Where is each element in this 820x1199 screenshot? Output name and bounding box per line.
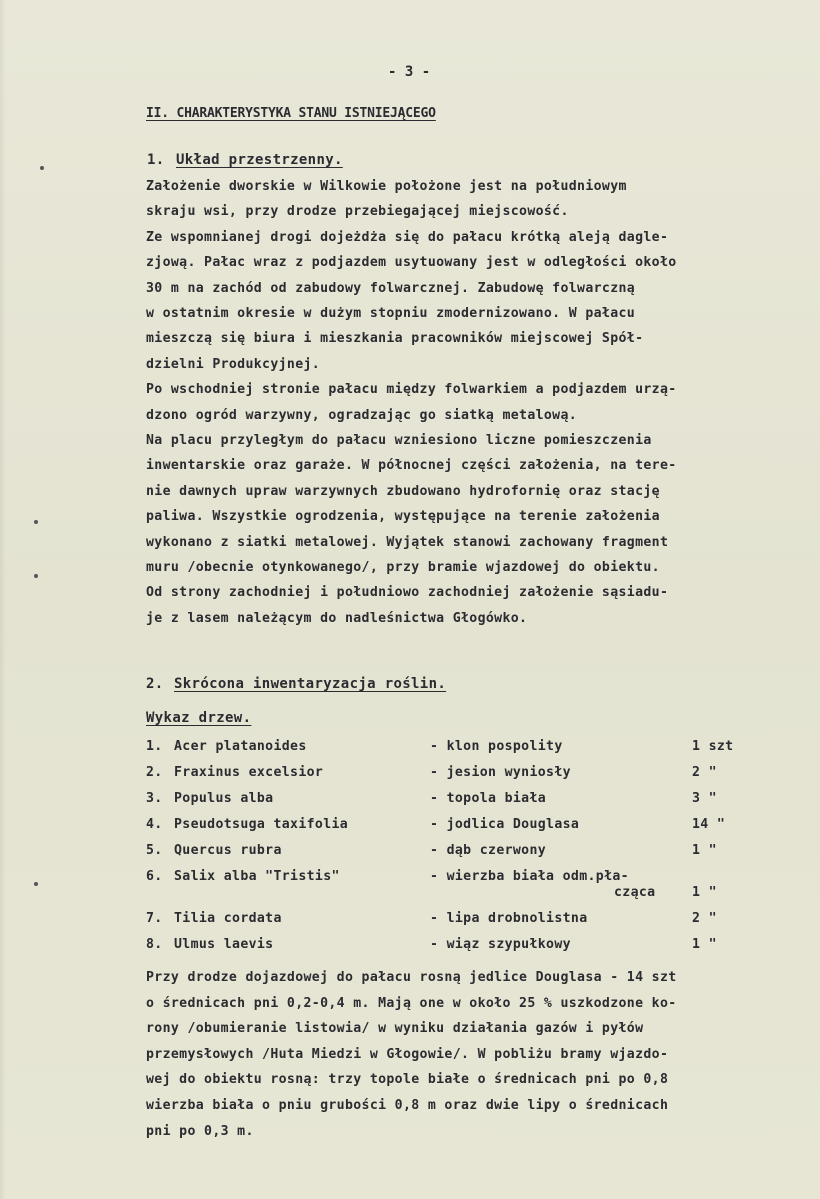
subsection-2-title: Skrócona inwentaryzacja roślin. [174, 676, 447, 692]
tree-latin-name: Tilia cordata [174, 911, 282, 926]
paragraph-line: Po wschodniej stronie pałacu między folwarkiem a podjazdem urzą- [146, 382, 677, 398]
section-heading: II. CHARAKTERYSTYKA STANU ISTNIEJĄCEGO [146, 106, 436, 121]
paragraph-line: paliwa. Wszystkie ogrodzenia, występujące na terenie założenia [146, 509, 660, 525]
tree-polish-name: - jodlica Douglasa [430, 817, 580, 832]
tree-polish-name: - lipa drobnolistna [430, 911, 588, 926]
paragraph-line: przemysłowych /Huta Miedzi w Głogowie/. W pobliżu bramy wjazdo- [146, 1046, 669, 1062]
tree-latin-name: Acer platanoides [174, 739, 307, 754]
tree-list-heading: Wykaz drzew. [146, 710, 252, 726]
paragraph-line: je z lasem należącym do nadleśnictwa Głogówko. [146, 610, 528, 626]
tree-latin-name: Quercus rubra [174, 843, 282, 858]
tree-number: 1. [146, 739, 163, 754]
tree-latin-name: Ulmus laevis [174, 937, 274, 952]
paragraph-line: dzono ogród warzywny, ogradzając go siatką metalową. [146, 407, 578, 423]
paragraph-line: Przy drodze dojazdowej do pałacu rosną jedlice Douglasa - 14 szt [146, 970, 677, 985]
tree-number: 5. [146, 843, 163, 858]
tree-number: 2. [146, 765, 163, 780]
paragraph-line: wej do obiektu rosną: trzy topole białe o średnicach pni po 0,8 [146, 1072, 669, 1088]
paragraph-line: 30 m na zachód od zabudowy folwarcznej. Zabudowę folwarczną [146, 280, 636, 296]
tree-polish-name: - wiąz szypułkowy [430, 937, 571, 952]
tree-latin-name: Salix alba "Tristis" [174, 869, 340, 884]
tree-quantity: 2 " [692, 765, 717, 780]
paragraph-line: dzielni Produkcyjnej. [146, 356, 321, 372]
paragraph-line: skraju wsi, przy drodze przebiegającej miejscowość. [146, 204, 569, 220]
tree-number: 4. [146, 817, 163, 832]
tree-polish-name: - jesion wyniosły [430, 765, 571, 780]
subsection-1-title: Układ przestrzenny. [176, 152, 343, 168]
subsection-1-number: 1. [147, 152, 165, 168]
margin-mark [34, 520, 38, 524]
paragraph-line: Ze wspomnianej drogi dojeżdża się do pałacu krótką aleją dagle- [146, 229, 669, 245]
subsection-2-number: 2. [146, 676, 164, 692]
paragraph-line: Założenie dworskie w Wilkowie położone jest na południowym [146, 179, 627, 194]
tree-latin-name: Fraxinus excelsior [174, 765, 324, 780]
paragraph-line: zjową. Pałac wraz z podjazdem usytuowany jest w odległości około [146, 255, 677, 271]
margin-mark [34, 882, 38, 886]
page-number: - 3 - [388, 64, 431, 80]
paragraph-line: o średnicach pni 0,2-0,4 m. Mają one w około 25 % uszkodzone ko- [146, 995, 677, 1011]
tree-quantity: 1 " [692, 937, 717, 952]
paragraph-line: wierzba biała o pniu grubości 0,8 m oraz dwie lipy o średnicach [146, 1098, 669, 1113]
paragraph-line: inwentarskie oraz garaże. W północnej części założenia, na tere- [146, 458, 677, 474]
tree-polish-name: - dąb czerwony [430, 843, 547, 858]
tree-quantity: 1 " [692, 885, 717, 900]
tree-number: 7. [146, 911, 163, 926]
tree-number: 8. [146, 937, 163, 952]
tree-polish-name: - klon pospolity [430, 739, 563, 754]
paragraph-line: wykonano z siatki metalowej. Wyjątek stanowi zachowany fragment [146, 534, 669, 550]
paragraph-line: Od strony zachodniej i południowo zachodniej założenie sąsiadu- [146, 585, 669, 601]
page-fold-shadow [0, 0, 6, 1199]
tree-latin-name: Pseudotsuga taxifolia [174, 817, 349, 832]
paragraph-line: muru /obecnie otynkowanego/, przy bramie wjazdowej do obiektu. [146, 560, 660, 575]
tree-quantity: 3 " [692, 791, 717, 806]
tree-polish-name: - wierzba biała odm.pła- [430, 869, 629, 884]
tree-quantity: 1 szt [692, 739, 734, 754]
paragraph-line: nie dawnych upraw warzywnych zbudowano hydrofornię oraz stację [146, 483, 660, 499]
tree-quantity: 2 " [692, 911, 717, 926]
paragraph-line: w ostatnim okresie w dużym stopniu zmodernizowano. W pałacu [146, 306, 636, 321]
margin-mark [40, 166, 44, 170]
tree-latin-name: Populus alba [174, 791, 274, 806]
margin-mark [34, 574, 38, 578]
tree-quantity: 14 " [692, 817, 726, 832]
tree-polish-name: - topola biała [430, 791, 547, 806]
paragraph-line: pni po 0,3 m. [146, 1123, 254, 1139]
paragraph-line: Na placu przyległym do pałacu wzniesiono liczne pomieszczenia [146, 433, 652, 448]
tree-number: 6. [146, 869, 163, 884]
tree-number: 3. [146, 791, 163, 806]
paragraph-line: mieszczą się biura i mieszkania pracowników miejscowej Spół- [146, 331, 644, 347]
tree-quantity: 1 " [692, 843, 717, 858]
tree-polish-name-continuation: cząca [614, 885, 656, 900]
paragraph-line: rony /obumieranie listowia/ w wyniku działania gazów i pyłów [146, 1021, 644, 1037]
